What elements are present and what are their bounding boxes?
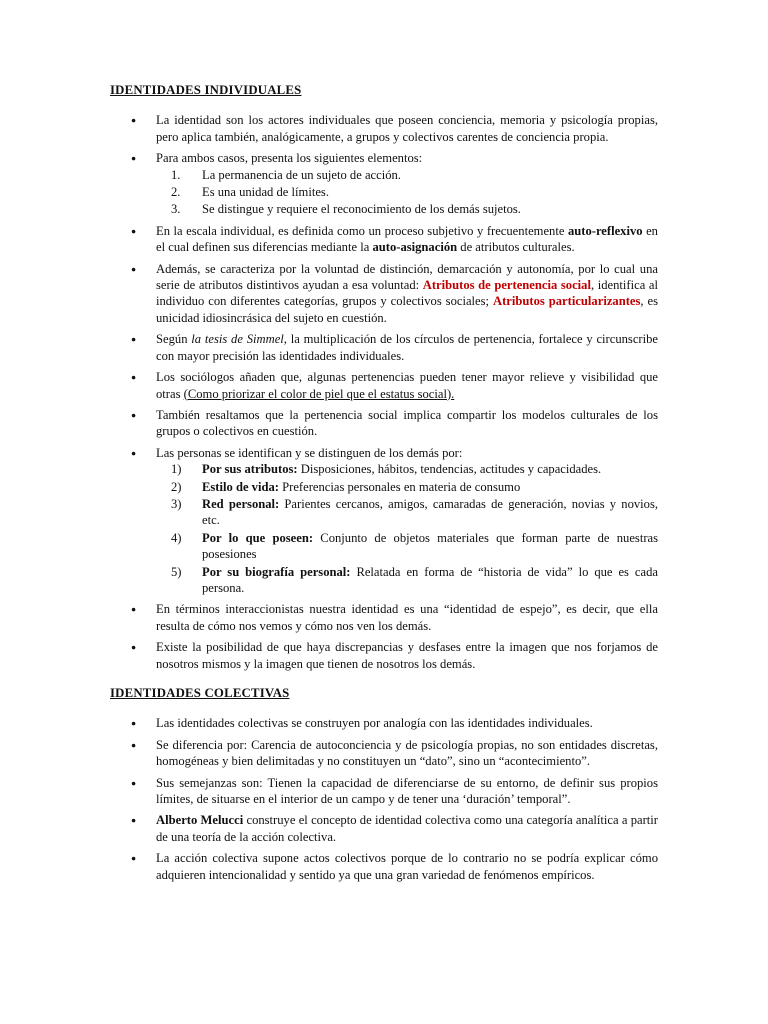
numbered-item <box>156 184 658 200</box>
item-text: Parientes cercanos, amigos, camaradas de generación, novias y novios, etc. <box>202 496 659 528</box>
bullet-item <box>110 850 658 883</box>
item-bold-label: Red personal: <box>202 496 280 511</box>
text-run: Según <box>156 332 192 347</box>
bullet-item <box>110 445 658 597</box>
bold-term: auto-asignación <box>372 240 458 255</box>
numbered-item <box>156 461 658 477</box>
bullet-text: La acción colectiva supone actos colectivos porque de lo contrario no se podría explicar cómo adquieren intencionalidad y sentido ya que una gran variedad de fenómenos empíricos. <box>156 851 658 882</box>
text-run: , identifica al individuo con diferentes categorías, grupos y colectivos sociales; <box>156 278 658 309</box>
bullet-item <box>110 715 658 731</box>
item-number: 1. <box>171 167 181 182</box>
numbered-list-elements <box>156 167 658 218</box>
bullet-item <box>110 261 658 327</box>
text-run: , la multiplicación de los círculos de pertenencia, fortalece y circunscribe con mayor precisión las identidades individuales. <box>156 332 658 363</box>
numbered-item <box>156 564 658 597</box>
numbered-item <box>156 201 658 217</box>
bullet-text: La identidad son los actores individuales que poseen conciencia, memoria y psicología propias, pero aplica también, analógicamente, a grupos y colectivos carentes de conciencia propia. <box>156 113 658 144</box>
bullet-text: Las personas se identifican y se distinguen de los demás por: <box>156 445 463 460</box>
item-text: Preferencias personales en materia de consumo <box>278 479 521 494</box>
bullet-text: También resaltamos que la pertenencia social implica compartir los modelos culturales de los grupos o colectivos en cuestión. <box>156 407 658 439</box>
item-number: 2. <box>171 185 181 200</box>
item-bold-label: Por lo que poseen: <box>202 530 314 545</box>
bullet-list-individuales <box>110 112 658 672</box>
item-number: 3. <box>171 202 181 217</box>
item-bold-label: Por su biografía personal: <box>202 564 351 579</box>
bold-term: Alberto Melucci <box>156 813 244 828</box>
item-bold-label: Estilo de vida: <box>202 479 279 494</box>
numbered-item <box>156 530 658 563</box>
bullet-item <box>110 112 658 145</box>
bullet-item <box>110 639 658 672</box>
item-text: La permanencia de un sujeto de acción. <box>202 167 401 182</box>
bullet-item <box>110 737 658 770</box>
underlined-text: (Como priorizar el color de piel que el estatus social). <box>183 386 455 401</box>
bullet-text: Sus semejanzas son: Tienen la capacidad de diferenciarse de su entorno, de definir sus propios límites, de situarse en el interior de un campo y de tener una ‘duración’ temporal”. <box>156 775 658 807</box>
text-run: En la escala individual, es definida como un proceso subjetivo y frecuentemente <box>156 223 568 238</box>
bold-term: auto-reflexivo <box>567 223 643 238</box>
bullet-text: Las identidades colectivas se construyen por analogía con las identidades individuales. <box>156 716 593 731</box>
bullet-text: Existe la posibilidad de que haya discrepancias y desfases entre la imagen que nos forjamos de nosotros mismos y la imagen que tienen de nosotros los demás. <box>156 640 658 671</box>
item-text: Relatada en forma de “historia de vida” lo que es cada persona. <box>202 564 658 595</box>
text-run: construye el concepto de identidad colectiva como una categoría analítica a partir de una teoría de la acción colectiva. <box>156 813 658 844</box>
text-run: Los sociólogos añaden que, algunas pertenencias pueden tener mayor relieve y visibilidad que otras <box>156 370 658 401</box>
item-bold-label: Por sus atributos: <box>202 462 298 477</box>
bullet-item <box>110 150 658 218</box>
bullet-item <box>110 223 658 256</box>
text-run: de atributos culturales. <box>457 240 575 255</box>
highlight-term-red: Atributos de pertenencia social <box>422 278 591 293</box>
bullet-item <box>110 407 658 440</box>
section-title-identidades-colectivas: IDENTIDADES COLECTIVAS <box>110 686 290 700</box>
bullet-text: Se diferencia por: Carencia de autoconciencia y de psicología propias, no son entidades discretas, homogéneas y bien delimitadas y no constituyen un “dato”, sino un “acontecimiento”. <box>156 737 658 769</box>
text-run: , es unicidad idiosincrásica del sujeto en cuestión. <box>156 294 659 325</box>
bullet-text: En términos interaccionistas nuestra identidad es una “identidad de espejo”, es decir, que ella resulta de cómo nos vemos y cómo nos ven los demás. <box>156 602 658 633</box>
item-number: 2) <box>171 479 182 494</box>
numbered-item <box>156 479 658 495</box>
italic-term: la tesis de Simmel <box>191 332 284 347</box>
section-title-identidades-individuales: IDENTIDADES INDIVIDUALES <box>110 83 302 97</box>
bullet-list-colectivas <box>110 715 658 883</box>
text-run: en el cual definen sus diferencias mediante la <box>156 223 658 255</box>
item-text: Conjunto de objetos materiales que forman parte de nuestras posesiones <box>202 530 658 562</box>
bullet-item <box>110 331 658 364</box>
item-number: 1) <box>171 462 182 477</box>
item-number: 3) <box>171 496 182 511</box>
item-text: Es una unidad de límites. <box>202 185 329 200</box>
bullet-item <box>110 601 658 634</box>
bullet-item <box>110 812 658 845</box>
numbered-item <box>156 496 658 529</box>
numbered-item <box>156 167 658 183</box>
numbered-list-distinctions <box>156 461 658 596</box>
item-number: 4) <box>171 530 182 545</box>
item-text: Disposiciones, hábitos, tendencias, actitudes y capacidades. <box>297 462 602 477</box>
item-text: Se distingue y requiere el reconocimiento de los demás sujetos. <box>202 202 521 217</box>
bullet-text: Para ambos casos, presenta los siguientes elementos: <box>156 151 423 166</box>
bullet-item <box>110 369 658 402</box>
bullet-item <box>110 775 658 808</box>
item-number: 5) <box>171 564 182 579</box>
highlight-term-red: Atributos particularizantes <box>493 294 641 309</box>
text-run: Además, se caracteriza por la voluntad de distinción, demarcación y autonomía, por lo cual una serie de atributos distintivos ayudan a esa voluntad: <box>156 261 658 293</box>
